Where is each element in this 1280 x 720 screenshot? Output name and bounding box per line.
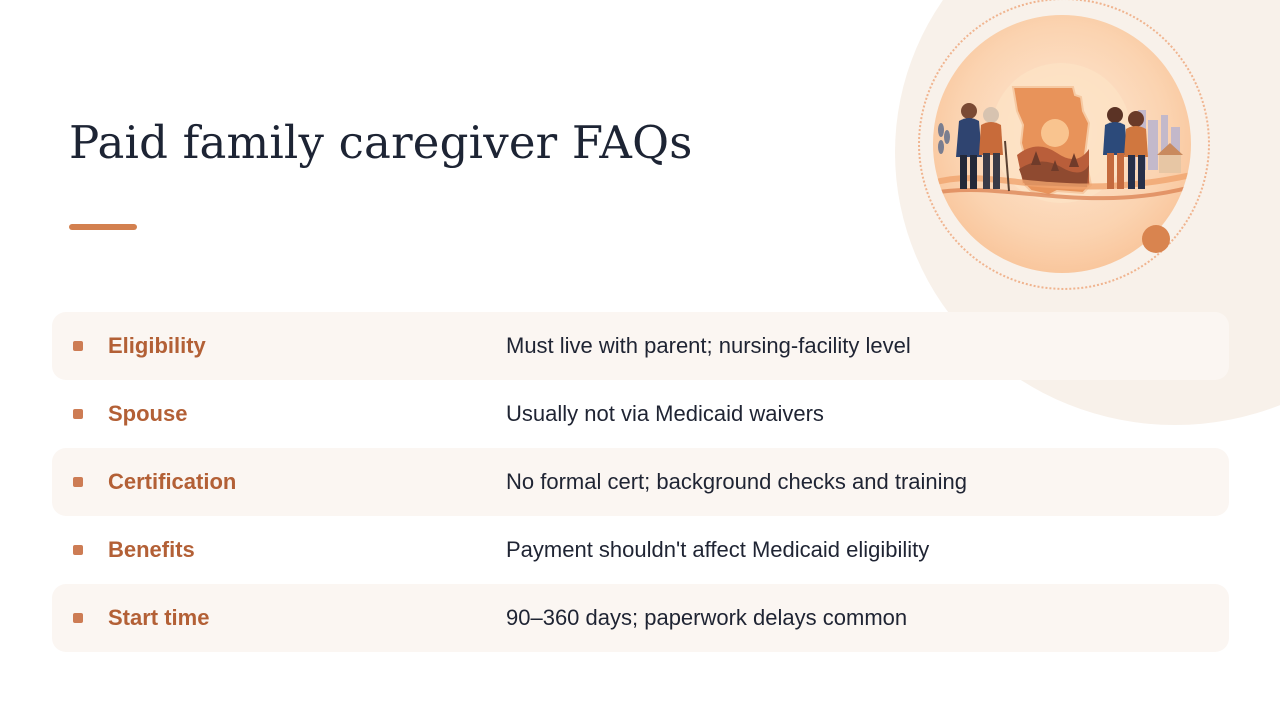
faq-answer: No formal cert; background checks and training (506, 469, 968, 494)
bullet-square-icon (73, 341, 83, 351)
title-underline (69, 224, 137, 230)
faq-term: Benefits (108, 537, 195, 562)
faq-term: Spouse (108, 401, 188, 426)
faq-term: Eligibility (108, 333, 206, 358)
bullet-square-icon (73, 613, 83, 623)
bullet-square-icon (73, 477, 83, 487)
faq-answer: 90–360 days; paperwork delays common (506, 605, 908, 630)
faq-row-benefits (52, 516, 1229, 584)
faq-row-start-time (52, 584, 1229, 652)
faq-list (52, 312, 1229, 652)
faq-answer: Usually not via Medicaid waivers (506, 401, 824, 426)
accent-dot-decoration (1142, 225, 1170, 253)
page-title: Paid family caregiver FAQs (69, 116, 693, 169)
bullet-square-icon (73, 409, 83, 419)
faq-answer: Payment shouldn't affect Medicaid eligibility (506, 537, 930, 562)
faq-row-spouse (52, 380, 1229, 448)
faq-term: Start time (108, 605, 210, 630)
faq-answer: Must live with parent; nursing-facility level (506, 333, 911, 358)
faq-term: Certification (108, 469, 237, 494)
bullet-square-icon (73, 545, 83, 555)
faq-row-certification (52, 448, 1229, 516)
faq-row-eligibility (52, 312, 1229, 380)
